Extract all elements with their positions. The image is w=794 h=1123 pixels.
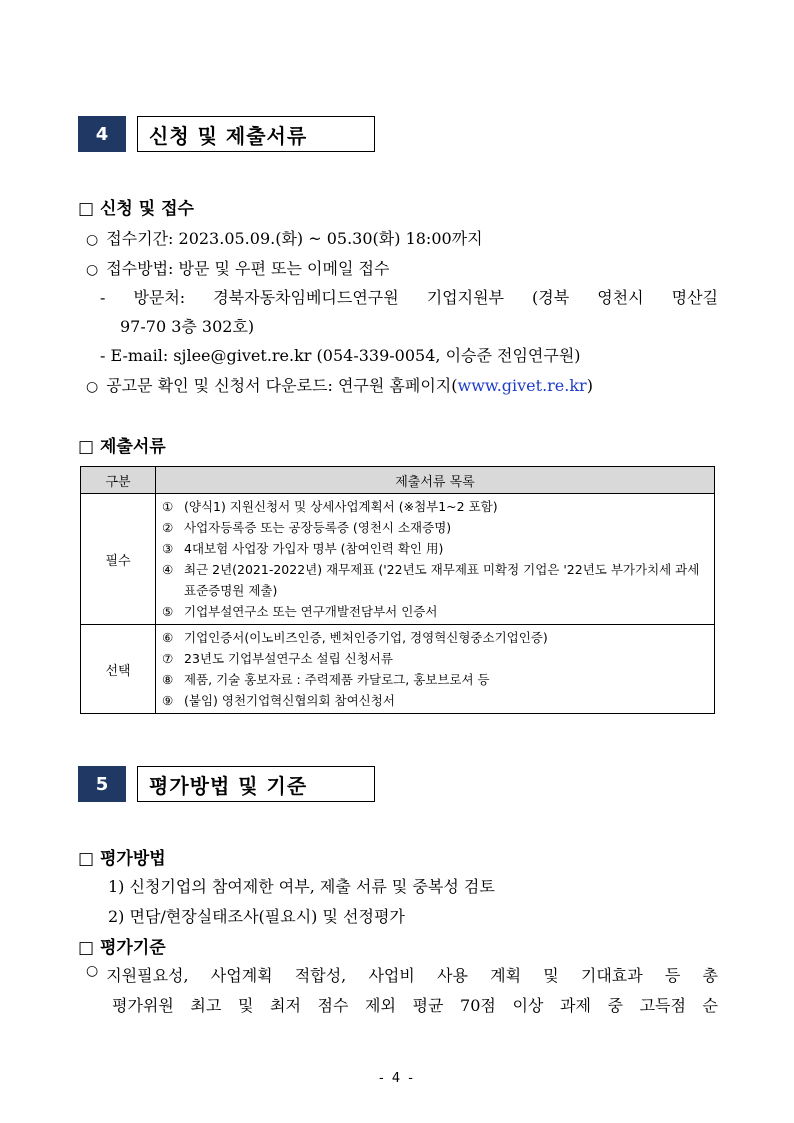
apply-heading: □ 신청 및 접수 <box>78 199 194 219</box>
list-item: ① (양식1) 지원신청서 및 상세사업계획서 (※첨부1~2 포함) <box>162 499 498 514</box>
eval-criteria-line2: 평가위원 최고 및 최저 점수 제외 평균 70점 이상 과제 중 고득점 순 <box>112 996 718 1015</box>
bullet-icon: ○ <box>86 963 99 979</box>
eval-method-heading: □ 평가방법 <box>78 849 166 869</box>
col-category-header: 구분 <box>81 467 156 494</box>
eval-method-item-1: 1) 신청기업의 참여제한 여부, 제출 서류 및 중복성 검토 <box>108 877 495 896</box>
required-items <box>156 494 715 625</box>
category-required: 필수 <box>81 494 156 625</box>
section-5-title: 평가방법 및 기준 <box>137 766 375 802</box>
bullet-icon: ○ <box>86 232 99 248</box>
list-item: ⑧ 제품, 기술 홍보자료 : 주력제품 카달로그, 홍보브로셔 등 <box>162 672 490 687</box>
docs-table <box>80 466 715 714</box>
optional-items <box>156 625 715 714</box>
table-header-row <box>81 467 715 494</box>
list-item: ④ 최근 2년(2021-2022년) 재무제표 ('22년도 재무제표 미확정 기업은 '22년도 부가가치세 과세표준증명원 제출) <box>162 562 700 598</box>
visit-address-line2: 97-70 3층 302호) <box>120 317 255 336</box>
col-list-header: 제출서류 목록 <box>156 467 715 494</box>
list-item: ③ 4대보험 사업장 가입자 명부 (참여인력 확인 用) <box>162 541 444 556</box>
table-row <box>81 494 715 625</box>
list-item: ⑦ 23년도 기업부설연구소 설립 신청서류 <box>162 651 393 666</box>
visit-address-line1: - 방문처: 경북자동차임베디드연구원 기업지원부 (경북 영천시 명산길 <box>100 288 718 307</box>
bullet-icon: ○ <box>86 262 99 278</box>
eval-method-item-2: 2) 면담/현장실태조사(필요시) 및 선정평가 <box>108 907 405 926</box>
table-row <box>81 625 715 714</box>
eval-criteria-heading: □ 평가기준 <box>78 938 166 958</box>
apply-period: ○ 접수기간: 2023.05.09.(화) ~ 05.30(화) 18:00까지 <box>86 229 483 248</box>
list-item: ⑥ 기업인증서(이노비즈인증, 벤처인증기업, 경영혁신형중소기업인증) <box>162 630 548 645</box>
homepage-link[interactable]: www.givet.re.kr <box>457 376 587 395</box>
notice-download: ○ 공고문 확인 및 신청서 다운로드: 연구원 홈페이지(www.givet.re.kr) <box>86 376 593 395</box>
bullet-icon: ○ <box>86 379 99 395</box>
eval-criteria-line1: ○ 지원필요성, 사업계획 적합성, 사업비 사용 계획 및 기대효과 등 총 <box>86 963 718 985</box>
category-optional: 선택 <box>81 625 156 714</box>
list-item: ⑤ 기업부설연구소 또는 연구개발전담부서 인증서 <box>162 604 438 619</box>
list-item: ② 사업자등록증 또는 공장등록증 (영천시 소재증명) <box>162 520 452 535</box>
section-4-number: 4 <box>78 116 126 152</box>
list-item: ⑨ (붙임) 영천기업혁신협의회 참여신청서 <box>162 693 395 708</box>
section-4-title: 신청 및 제출서류 <box>137 116 375 152</box>
section-5-number: 5 <box>78 766 126 802</box>
email-contact: - E-mail: sjlee@givet.re.kr (054-339-0054, 이승준 전임연구원) <box>100 346 581 365</box>
page-number: - 4 - <box>379 1071 415 1086</box>
docs-heading: □ 제출서류 <box>78 437 166 457</box>
apply-method: ○ 접수방법: 방문 및 우편 또는 이메일 접수 <box>86 259 390 278</box>
